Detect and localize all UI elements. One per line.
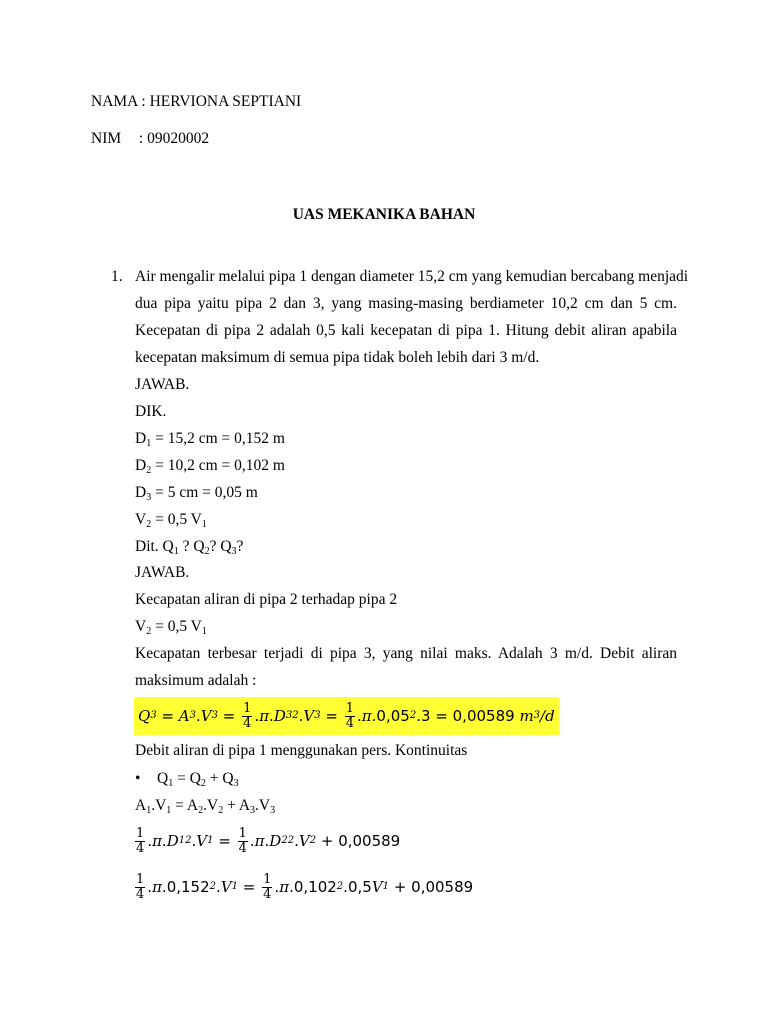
av-e: + A xyxy=(223,797,251,814)
given-d1 xyxy=(135,430,285,448)
d1-symbol: D xyxy=(135,430,147,447)
av-s4: 2 xyxy=(218,805,224,816)
eq3-d2: 0,102 xyxy=(293,878,337,896)
av-s1: 1 xyxy=(146,805,152,816)
eq2-tail: + 0,00589 xyxy=(320,832,401,850)
given-v2-again xyxy=(135,618,207,636)
eq3-tail: + 0,00589 xyxy=(393,878,474,896)
name-label: NAMA xyxy=(91,93,138,110)
given-d2 xyxy=(135,457,285,475)
v2-value: = 0,5 V xyxy=(151,511,202,528)
v1-subscript: 1 xyxy=(201,519,207,530)
page-title: UAS MEKANIKA BAHAN xyxy=(292,206,476,223)
dit-sub-3: 3 xyxy=(231,546,237,557)
area-velocity-eq xyxy=(135,797,275,815)
cont-b: = Q xyxy=(173,770,201,787)
av-f: .V xyxy=(255,797,271,814)
v2-subscript: 2 xyxy=(146,519,152,530)
d2-subscript: 2 xyxy=(146,465,152,476)
question-line-2: dua pipa yaitu pipa 2 dan 3, yang masing-masing berdiameter 10,2 cm dan 5 cm. xyxy=(135,295,677,312)
dit-part-b: ? Q xyxy=(178,538,205,555)
name-colon: : xyxy=(141,93,146,110)
fraction-quarter-2: $\frac{1}{4}$ xyxy=(345,700,354,731)
v1b-subscript: 1 xyxy=(201,626,207,637)
equation-numeric: $\frac{1}{4}$ . π . 0,152 2 . V 1 = $\frac{1}{4}$ . π . 0,102 2 . 0,5 V 1 + 0,00589 xyxy=(136,871,474,902)
v2b-subscript: 2 xyxy=(146,626,152,637)
nim-colon: : xyxy=(138,130,144,147)
debit-line: Debit aliran di pipa 1 menggunakan pers. Kontinuitas xyxy=(135,742,468,759)
cont-s3: 3 xyxy=(233,778,239,789)
cont-q: Q xyxy=(157,770,169,787)
dit-sub-1: 1 xyxy=(173,546,179,557)
question-line-1: Air mengalir melalui pipa 1 dengan diameter 15,2 cm yang kemudian bercabang menjadi xyxy=(135,268,689,285)
dik-label: DIK. xyxy=(135,403,167,420)
q3-result: 3 = 0,00589 xyxy=(420,707,515,725)
cont-s2: 2 xyxy=(200,778,206,789)
v2b-value: = 0,5 V xyxy=(151,618,202,635)
terbesar-line-2: maksimum adalah : xyxy=(135,672,257,689)
dit-line xyxy=(135,538,243,556)
kecapatan-line: Kecapatan aliran di pipa 2 terhadap pipa 2 xyxy=(135,591,398,608)
d1-subscript: 1 xyxy=(146,438,152,449)
d1-value: = 15,2 cm = 0,152 m xyxy=(151,430,285,447)
eq3-ratio: 0,5 xyxy=(347,878,372,896)
d3-value: = 5 cm = 0,05 m xyxy=(151,484,258,501)
dit-sub-2: 2 xyxy=(204,546,210,557)
equation-symbolic: $\frac{1}{4}$ . π . D 1 2 . V 1 = $\frac{1}{4}$ . π . D 2 2 . V 2 + 0,00589 xyxy=(136,825,401,856)
dit-part-d: ? xyxy=(236,538,244,555)
question-line-3: Kecepatan di pipa 2 adalah 0,5 kali kecepatan di pipa 1. Hitung debit aliran apabila xyxy=(135,322,677,339)
cont-c: + Q xyxy=(205,770,234,787)
question-number: 1. xyxy=(111,268,123,285)
d2-symbol: D xyxy=(135,457,147,474)
jawab-label-2: JAWAB. xyxy=(135,564,190,581)
name-value: HERVIONA SEPTIANI xyxy=(149,93,302,110)
fraction-quarter: $\frac{1}{4}$ xyxy=(243,700,252,731)
name-line xyxy=(91,93,301,111)
av-s6: 3 xyxy=(270,805,276,816)
v2b-symbol: V xyxy=(135,618,147,635)
av-d: .V xyxy=(203,797,219,814)
jawab-label: JAWAB. xyxy=(135,376,190,393)
continuity-bullet: • $Q_1 = Q_2 + Q_3$ xyxy=(135,770,239,789)
d2-value: = 10,2 cm = 0,102 m xyxy=(151,457,285,474)
d3-subscript: 3 xyxy=(146,492,152,503)
given-d3 xyxy=(135,484,258,502)
question-line-4: kecepatan maksimum di semua pipa tidak boleh lebih dari 3 m/d. xyxy=(135,349,540,366)
dit-part-a: Dit. Q xyxy=(135,538,174,555)
cont-s1: 1 xyxy=(168,778,174,789)
av-c: = A xyxy=(171,797,199,814)
nim-label: NIM xyxy=(91,130,122,147)
av-s2: 1 xyxy=(166,805,172,816)
nim-value: 09020002 xyxy=(147,130,210,147)
dit-part-c: ? Q xyxy=(209,538,232,555)
av-b: .V xyxy=(151,797,167,814)
nim-line xyxy=(91,130,209,148)
av-s5: 3 xyxy=(250,805,256,816)
q3-equation: Q 3 = A 3 . V 3 = $\frac{1}{4}$ . π . D 3 2 . V 3 = $\frac{1}{4}$ . π . 0,05 2 . 3 = 0,00589 m 3 /d xyxy=(134,697,559,735)
av-s3: 2 xyxy=(198,805,204,816)
d3-symbol: D xyxy=(135,484,147,501)
eq3-d1: 0,152 xyxy=(166,878,210,896)
v2-symbol: V xyxy=(135,511,147,528)
av-a: A xyxy=(135,797,147,814)
given-v2 xyxy=(135,511,207,529)
terbesar-line-1: Kecapatan terbesar terjadi di pipa 3, yang nilai maks. Adalah 3 m/d. Debit aliran xyxy=(135,645,677,662)
